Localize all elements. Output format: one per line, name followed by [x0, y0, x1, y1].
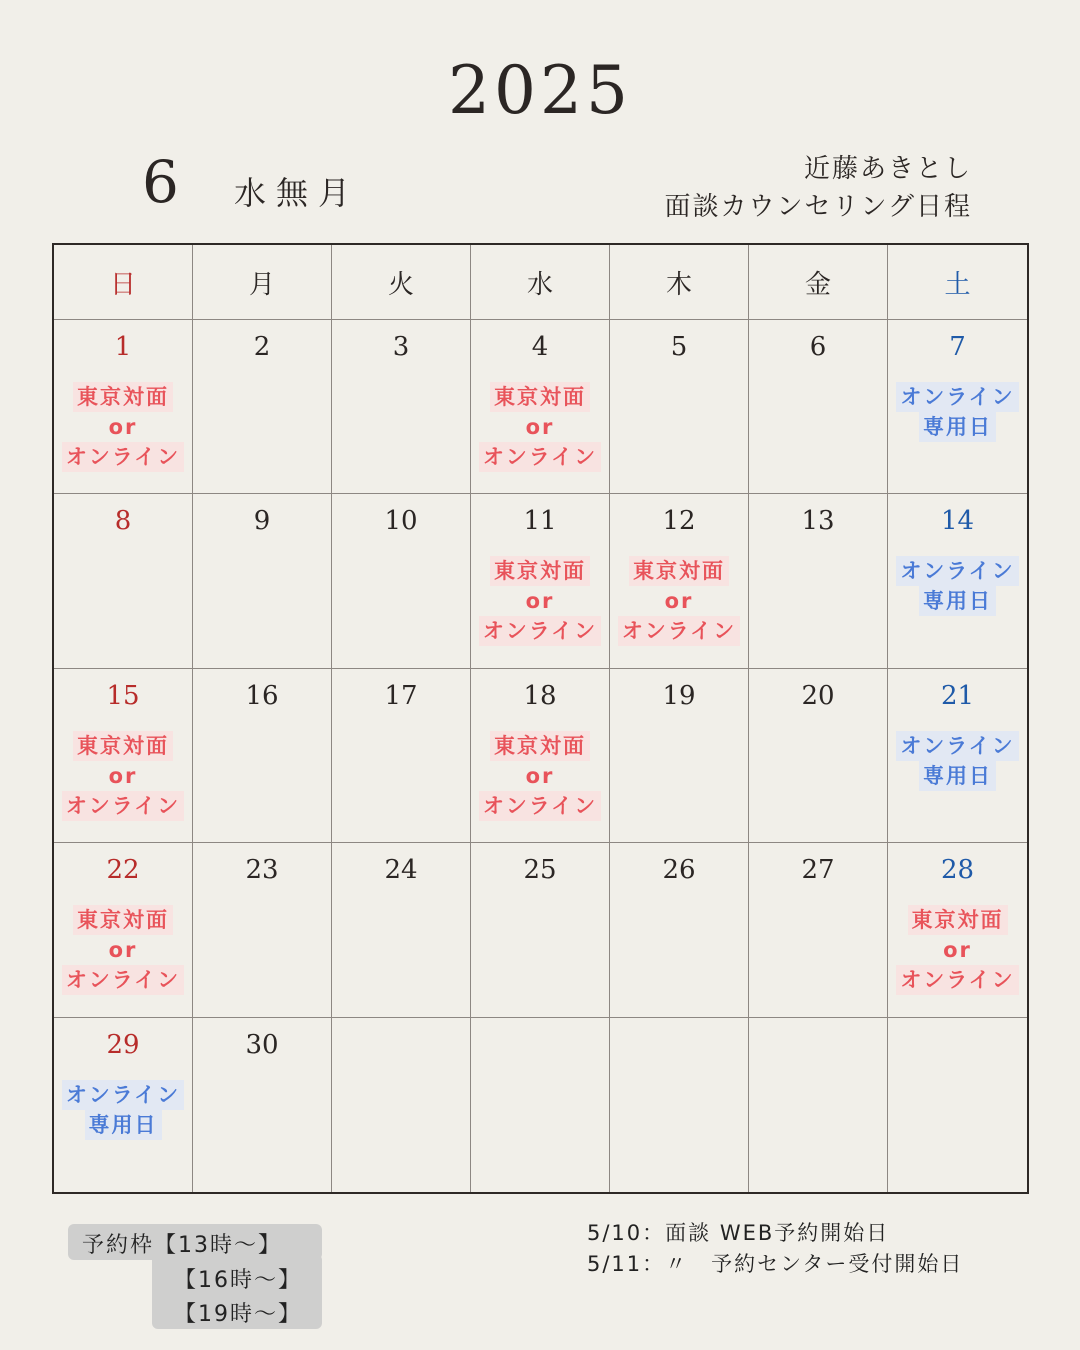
day-number: 15 [106, 680, 140, 711]
day-cell [332, 494, 471, 668]
tag-line-or: or [525, 763, 555, 788]
empty-day-cell [610, 1018, 749, 1192]
day-cell [332, 320, 471, 494]
tokyo-or-online-tag [610, 556, 748, 646]
weekday-header-sat: 土 [888, 245, 1027, 320]
day-number: 13 [801, 506, 835, 537]
day-number: 20 [801, 680, 835, 711]
tag-line-dedicated-day: 専用日 [919, 412, 996, 442]
weekday-header-sun: 日 [54, 245, 193, 320]
day-cell [610, 320, 749, 494]
day-cell [332, 669, 471, 843]
slots-line-3: 【19時～】 [174, 1302, 302, 1327]
tag-line-online: オンライン [62, 442, 184, 472]
tag-line-online: オンライン [896, 556, 1018, 586]
day-number: 19 [662, 680, 696, 711]
day-number: 21 [940, 680, 975, 711]
tag-line-online: オンライン [896, 965, 1018, 995]
weekday-header-thu: 木 [610, 245, 749, 320]
tag-line-tokyo: 東京対面 [73, 731, 173, 761]
slots-line-2: 【16時～】 [174, 1268, 302, 1293]
day-cell [54, 494, 193, 668]
day-cell [610, 843, 749, 1017]
tag-line-or: or [943, 938, 972, 963]
day-cell [54, 320, 193, 494]
year-title: 2025 [448, 52, 632, 129]
tag-line-dedicated-day: 専用日 [919, 761, 996, 791]
tag-line-tokyo: 東京対面 [490, 731, 590, 761]
note-web-booking: 5/10：面談 WEB予約開始日 [587, 1221, 890, 1245]
tag-line-online: オンライン [479, 442, 601, 472]
tokyo-or-online-tag [471, 731, 609, 821]
tag-line-tokyo: 東京対面 [73, 382, 173, 412]
day-number: 22 [106, 855, 140, 886]
day-number: 6 [809, 332, 827, 362]
day-cell [888, 494, 1027, 668]
day-number: 11 [523, 506, 557, 537]
empty-day-cell [888, 1018, 1027, 1192]
tag-line-online: オンライン [479, 791, 601, 821]
online-only-tag [54, 1080, 192, 1140]
day-cell [193, 669, 332, 843]
day-number: 30 [245, 1029, 279, 1060]
day-number: 10 [384, 506, 418, 537]
day-number: 25 [523, 855, 557, 886]
day-cell [471, 843, 610, 1017]
day-cell [749, 320, 888, 494]
booking-slots [68, 1224, 322, 1329]
day-cell [610, 494, 749, 668]
tokyo-or-online-tag [471, 556, 609, 646]
weekday-header-wed: 水 [471, 245, 610, 320]
tag-line-or: or [108, 763, 138, 788]
tokyo-or-online-tag [471, 382, 609, 472]
subtitle-name: 近藤あきとし [803, 154, 972, 184]
empty-day-cell [471, 1018, 610, 1192]
day-cell [193, 494, 332, 668]
tag-line-dedicated-day: 専用日 [919, 586, 996, 616]
day-number: 7 [949, 332, 966, 362]
tag-line-or: or [525, 589, 555, 614]
day-cell [610, 669, 749, 843]
tag-line-online: オンライン [479, 616, 601, 646]
tag-line-online: オンライン [618, 616, 740, 646]
tokyo-or-online-tag [54, 905, 192, 995]
day-number: 28 [940, 855, 975, 886]
online-only-tag [888, 382, 1027, 442]
day-number: 16 [245, 680, 279, 711]
empty-day-cell [749, 1018, 888, 1192]
day-cell [749, 843, 888, 1017]
tokyo-or-online-tag [888, 905, 1027, 995]
day-cell [888, 669, 1027, 843]
day-cell [471, 669, 610, 843]
day-cell [193, 320, 332, 494]
day-number: 12 [662, 506, 696, 537]
weekday-header-tue: 火 [332, 245, 471, 320]
note-call-center: 5/11：〃 予約センター受付開始日 [587, 1252, 964, 1276]
calendar-subtitle [665, 150, 972, 226]
tag-line-online: オンライン [896, 731, 1018, 761]
subtitle-description: 面談カウンセリング日程 [664, 192, 972, 222]
day-number: 4 [531, 332, 549, 362]
day-cell [193, 1018, 332, 1192]
online-only-tag [888, 556, 1027, 616]
day-cell [888, 320, 1027, 494]
tag-line-tokyo: 東京対面 [490, 556, 590, 586]
day-number: 23 [245, 855, 279, 886]
day-number: 8 [114, 506, 132, 537]
day-number: 5 [670, 332, 688, 362]
day-number: 27 [801, 855, 835, 886]
tokyo-or-online-tag [54, 382, 192, 472]
day-cell [193, 843, 332, 1017]
slots-line-1: 予約枠【13時～】 [82, 1233, 282, 1258]
day-cell [471, 320, 610, 494]
tag-line-online: オンライン [896, 382, 1018, 412]
tag-line-or: or [108, 415, 138, 439]
day-number: 26 [662, 855, 696, 886]
month-number: 6 [142, 148, 179, 216]
day-number: 14 [940, 506, 975, 537]
day-cell [749, 669, 888, 843]
day-number: 17 [384, 680, 418, 711]
day-number: 1 [114, 332, 132, 362]
day-cell [54, 843, 193, 1017]
day-cell [54, 669, 193, 843]
day-number: 29 [106, 1029, 140, 1060]
day-cell [54, 1018, 193, 1192]
day-cell [332, 843, 471, 1017]
online-only-tag [888, 731, 1027, 791]
day-number: 2 [253, 332, 271, 362]
calendar-grid [52, 243, 1029, 1194]
weekday-header-fri: 金 [749, 245, 888, 320]
tag-line-or: or [525, 415, 555, 439]
tag-line-online: オンライン [62, 1080, 184, 1110]
month-name: 水無月 [234, 174, 361, 212]
day-number: 24 [384, 855, 418, 886]
tag-line-or: or [664, 589, 694, 614]
tag-line-tokyo: 東京対面 [73, 905, 173, 935]
tag-line-dedicated-day: 専用日 [85, 1110, 162, 1140]
day-number: 18 [523, 680, 557, 711]
tag-line-tokyo: 東京対面 [490, 382, 590, 412]
day-cell [471, 494, 610, 668]
schedule-notes [587, 1218, 963, 1280]
day-number: 9 [253, 506, 271, 537]
tag-line-online: オンライン [62, 965, 184, 995]
tag-line-tokyo: 東京対面 [908, 905, 1008, 935]
empty-day-cell [332, 1018, 471, 1192]
tokyo-or-online-tag [54, 731, 192, 821]
weekday-header-mon: 月 [193, 245, 332, 320]
tag-line-online: オンライン [62, 791, 184, 821]
tag-line-or: or [108, 938, 138, 963]
tag-line-tokyo: 東京対面 [629, 556, 729, 586]
day-cell [888, 843, 1027, 1017]
day-number: 3 [392, 332, 410, 362]
day-cell [749, 494, 888, 668]
